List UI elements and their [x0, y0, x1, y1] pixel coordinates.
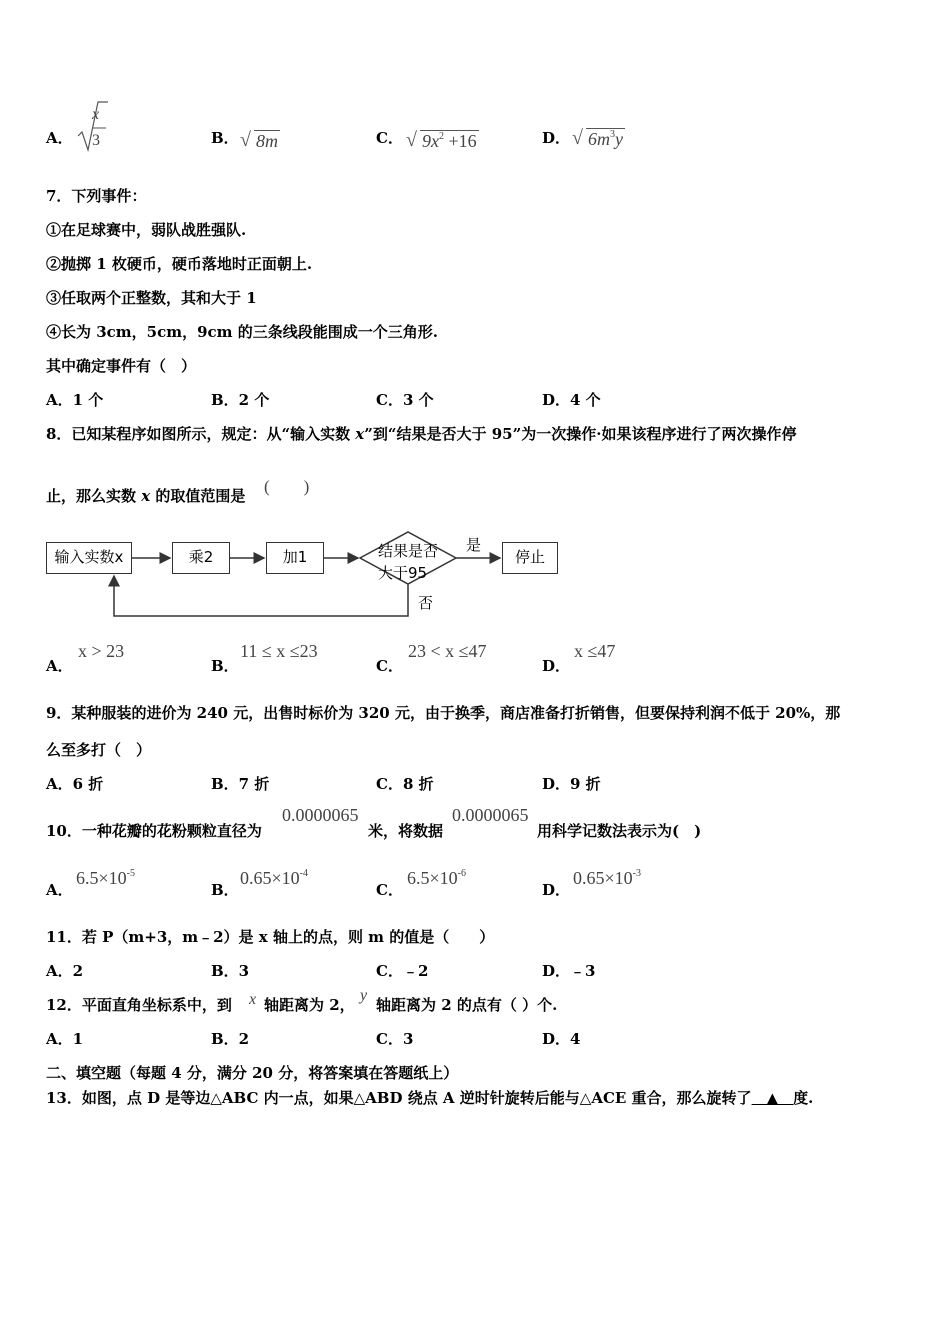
- radicand-part-a: 6m: [588, 129, 610, 149]
- q8-option-b-letter: B．: [211, 657, 239, 675]
- q12-part-b: 轴距离为 2，: [264, 996, 355, 1014]
- q8-answer-paren: ( ): [264, 477, 310, 496]
- flow-input-box: 输入实数x: [46, 542, 132, 574]
- q12-var-y: [360, 987, 367, 1005]
- q13-tail: 度.: [793, 1089, 814, 1107]
- q8-flowchart: [44, 528, 564, 620]
- q9-option-d: D．9 折: [542, 775, 601, 793]
- q7-option-b: B．2 个: [211, 391, 270, 409]
- q12-option-d: D．4: [542, 1030, 581, 1048]
- q7-question: 其中确定事件有（ ）: [46, 357, 197, 375]
- q7-item-1: ①在足球赛中，弱队战胜强队.: [46, 221, 247, 239]
- radicand-part-a: 9x: [422, 131, 439, 151]
- base: 0.65×10: [573, 868, 633, 888]
- q10-option-a-expr: [76, 868, 135, 889]
- option-letter: A．: [46, 129, 73, 147]
- q8-var-x: x: [355, 425, 365, 443]
- exponent: -3: [632, 868, 641, 879]
- denominator: 3: [92, 132, 100, 149]
- q9-option-a: A．6 折: [46, 775, 104, 793]
- q6-option-b-expr: √ 8m: [240, 129, 278, 151]
- q10-number-1: 0.0000065: [282, 805, 359, 825]
- q8-option-c-letter: C．: [376, 657, 403, 675]
- q8-line-2: [46, 486, 245, 506]
- q11-text: 11．若 P（m+3，m﹣2）是 x 轴上的点，则 m 的值是（ ）: [46, 928, 495, 946]
- q8-line-2-a: 止，那么实数: [46, 487, 142, 505]
- q10-option-b-letter: B．: [211, 881, 239, 899]
- q10-part-c: 用科学记数法表示为( ): [537, 822, 702, 840]
- q8-option-d-letter: D．: [542, 657, 571, 675]
- q7-option-d: D．4 个: [542, 391, 601, 409]
- q10-option-a-letter: A．: [46, 881, 73, 899]
- flow-multiply-box: 乘2: [172, 542, 230, 574]
- q6-option-a-expr: [76, 100, 110, 156]
- q7-title: 7．下列事件：: [46, 187, 147, 205]
- q12-option-c: C．3: [376, 1030, 414, 1048]
- q10-number-2: 0.0000065: [452, 805, 529, 825]
- q9-line-1: 9．某种服装的进价为 240 元，出售时标价为 320 元，由于换季，商店准备打折销售，但要保持利润不低于 20%，那: [46, 704, 841, 722]
- q8-var-x: x: [141, 487, 151, 505]
- q11-option-a: A．2: [46, 962, 84, 980]
- q10-option-c-letter: C．: [376, 881, 403, 899]
- option-letter: B．: [211, 129, 239, 147]
- answer-blank[interactable]: ▲: [751, 1089, 794, 1107]
- radicand-part-b: y: [615, 129, 623, 149]
- q12-part-c: 轴距离为 2 的点有（ ）个.: [376, 996, 558, 1014]
- q13-text: [46, 1088, 813, 1108]
- q8-option-a-letter: A．: [46, 657, 73, 675]
- var-y: y: [360, 987, 368, 1004]
- q9-option-c: C．8 折: [376, 775, 434, 793]
- q9-line-2: 么至多打（ ）: [46, 741, 152, 759]
- q10-option-b-expr: [240, 868, 308, 889]
- flow-no-label: 否: [418, 594, 434, 612]
- q12-option-b: B．2: [211, 1030, 250, 1048]
- q6-option-d: [542, 128, 570, 148]
- q7-item-2: ②抛掷 1 枚硬币，硬币落地时正面朝上.: [46, 255, 313, 273]
- q7-item-3: ③任取两个正整数，其和大于 1: [46, 289, 257, 307]
- q6-option-b: [211, 128, 239, 148]
- var-x: x: [249, 991, 257, 1008]
- q10-option-d-expr: [573, 868, 641, 889]
- q8-option-b-expr: 11 ≤ x ≤23: [240, 641, 318, 661]
- q12-part-a: 12．平面直角坐标系中，到: [46, 996, 232, 1014]
- q8-line-1: [46, 424, 796, 444]
- q12-option-a: A．1: [46, 1030, 84, 1048]
- q8-line-1-a: 8．已知某程序如图所示，规定：从“输入实数: [46, 425, 356, 443]
- q6-option-c: [376, 128, 403, 148]
- q7-item-4: ④长为 3cm，5cm，9cm 的三条线段能围成一个三角形.: [46, 323, 438, 341]
- flow-stop-box: 停止: [502, 542, 558, 574]
- exponent: 2: [439, 131, 444, 142]
- base: 0.65×10: [240, 868, 300, 888]
- exponent: -6: [457, 868, 466, 879]
- q8-option-c-expr: 23 < x ≤47: [408, 641, 487, 661]
- q7-option-a: A．1 个: [46, 391, 104, 409]
- q10-part-b: 米，将数据: [368, 822, 444, 840]
- radicand-part-b: +16: [444, 131, 477, 151]
- q11-option-b: B．3: [211, 962, 250, 980]
- q8-line-2-b: 的取值范围是: [150, 487, 246, 505]
- q6-option-d-expr: √ $6m^3y$: [572, 127, 623, 149]
- base: 6.5×10: [407, 868, 458, 888]
- q11-option-d: D．﹣3: [542, 962, 596, 980]
- q6-option-a: [46, 128, 73, 148]
- exponent: 3: [610, 129, 615, 140]
- q8-line-1-b: ”到“结果是否大于 95”为一次操作·如果该程序进行了两次操作停: [364, 425, 797, 443]
- option-letter: C．: [376, 129, 403, 147]
- q8-option-d-expr: x ≤47: [574, 641, 616, 661]
- q10-part-a: 10．一种花瓣的花粉颗粒直径为: [46, 822, 262, 840]
- section-2-heading: 二、填空题（每题 4 分，满分 20 分，将答案填在答题纸上）: [46, 1064, 459, 1082]
- q13-body: 13．如图，点 D 是等边△ABC 内一点，如果△ABD 绕点 A 逆时针旋转后能与△ACE 重合，那么旋转了: [46, 1089, 752, 1107]
- flow-yes-label: 是: [466, 536, 482, 554]
- flow-add-box: 加1: [266, 542, 324, 574]
- q10-option-c-expr: [407, 868, 466, 889]
- option-letter: D．: [542, 129, 571, 147]
- q11-option-c: C．﹣2: [376, 962, 429, 980]
- base: 6.5×10: [76, 868, 127, 888]
- q6-option-c-expr: √ $9x^2 +16$: [406, 129, 477, 151]
- flow-decision-line-2: 大于95: [378, 564, 428, 582]
- flow-decision-line-1: 结果是否: [378, 542, 439, 560]
- q10-option-d-letter: D．: [542, 881, 571, 899]
- q7-option-c: C．3 个: [376, 391, 434, 409]
- q9-option-b: B．7 折: [211, 775, 270, 793]
- exponent: -4: [299, 868, 308, 879]
- radicand: 8m: [256, 131, 278, 151]
- exponent: -5: [126, 868, 135, 879]
- q12-var-x: [249, 991, 256, 1009]
- numerator: x: [92, 106, 100, 123]
- q8-option-a-expr: x > 23: [78, 641, 125, 661]
